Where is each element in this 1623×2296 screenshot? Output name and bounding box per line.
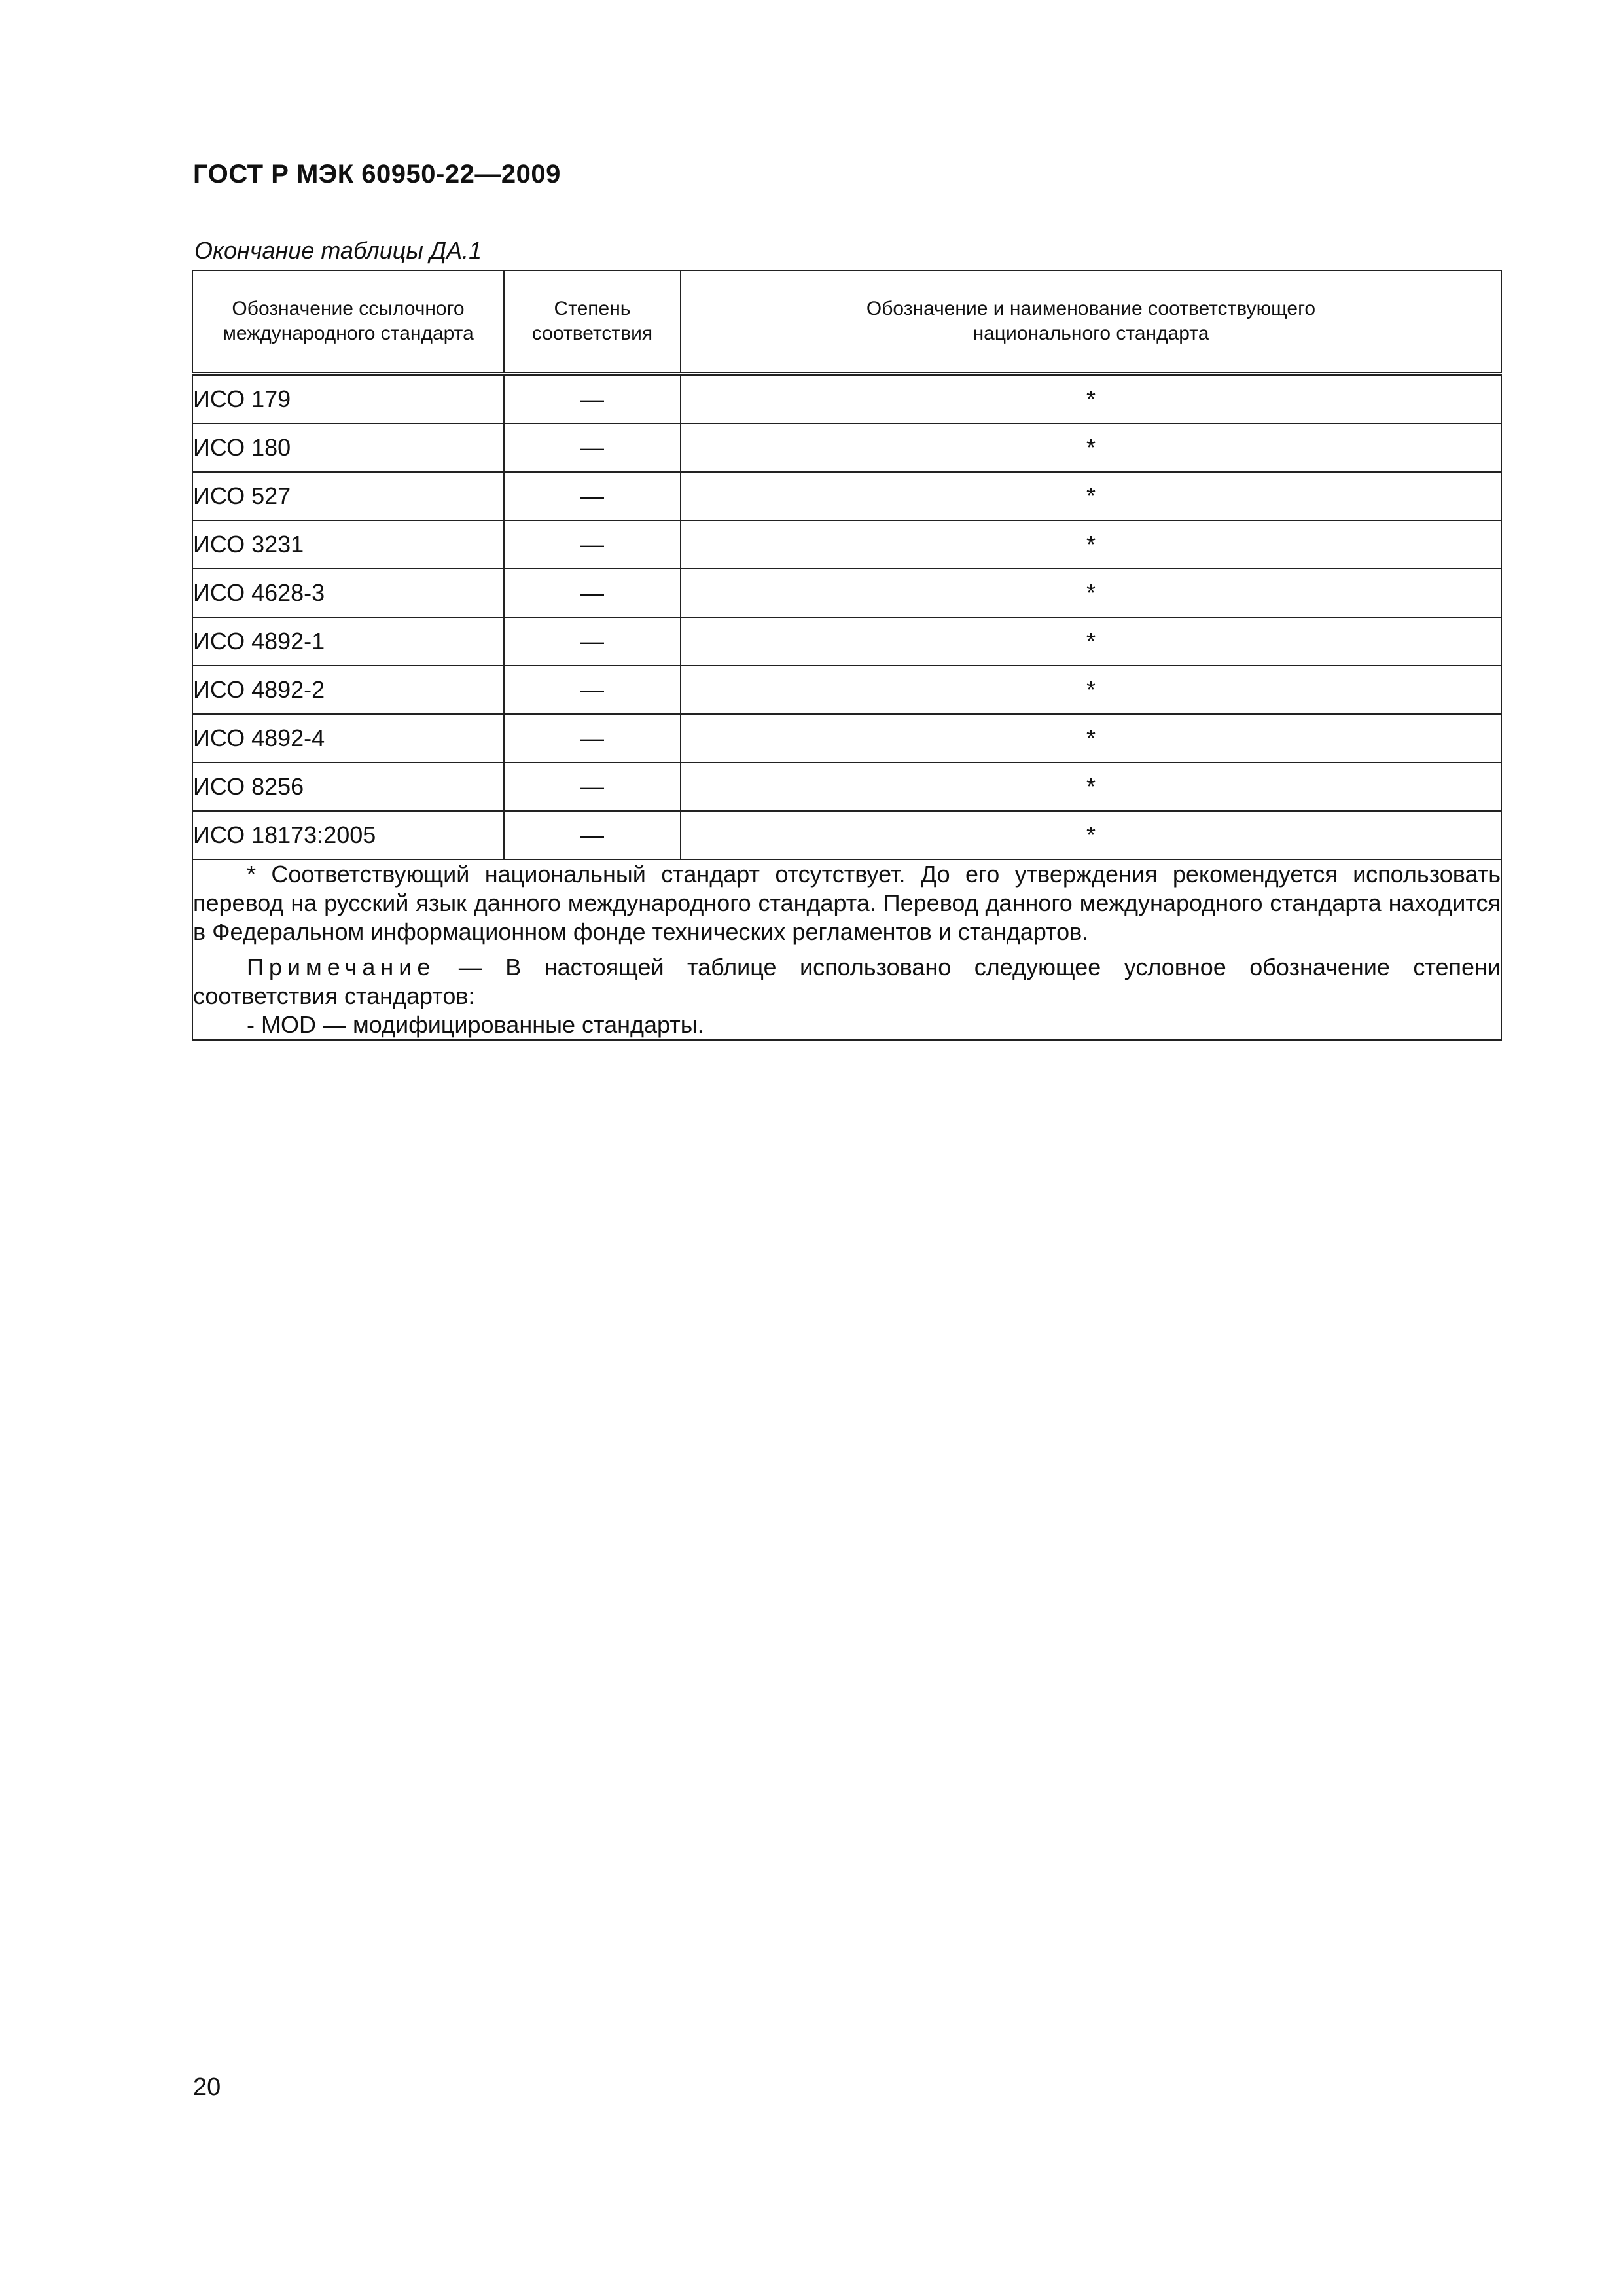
degree-cell: — <box>504 423 681 472</box>
column-header-reference <box>192 270 504 374</box>
table-row <box>192 520 1501 569</box>
national-standard-cell: * <box>681 714 1501 762</box>
column-header-degree-line1: Степень <box>554 298 631 319</box>
table-row <box>192 374 1501 423</box>
column-header-national-line1: Обозначение и наименование соответствующего <box>866 298 1316 319</box>
degree-cell: — <box>504 374 681 423</box>
column-header-degree-line2: соответствия <box>531 323 653 344</box>
notes-row <box>192 859 1501 1040</box>
degree-cell: — <box>504 811 681 859</box>
national-standard-cell: * <box>681 617 1501 666</box>
table-row <box>192 714 1501 762</box>
column-header-national <box>681 270 1501 374</box>
reference-standards-table <box>192 270 1502 1041</box>
notes-cell <box>192 859 1501 1040</box>
national-standard-cell: * <box>681 811 1501 859</box>
reference-cell: ИСО 180 <box>192 423 504 472</box>
column-header-reference-line2: международного стандарта <box>223 323 474 344</box>
column-header-national-line2: национального стандарта <box>972 323 1209 344</box>
reference-cell: ИСО 3231 <box>192 520 504 569</box>
reference-cell: ИСО 527 <box>192 472 504 520</box>
note-label: Примечание <box>247 954 436 980</box>
national-standard-cell: * <box>681 374 1501 423</box>
table-row <box>192 666 1501 714</box>
reference-cell: ИСО 18173:2005 <box>192 811 504 859</box>
degree-cell: — <box>504 569 681 617</box>
table-row <box>192 762 1501 811</box>
national-standard-cell: * <box>681 472 1501 520</box>
table-header-row <box>192 270 1501 374</box>
national-standard-cell: * <box>681 423 1501 472</box>
note-paragraph <box>193 953 1501 1011</box>
table-row <box>192 472 1501 520</box>
degree-cell: — <box>504 666 681 714</box>
note-list-item: - MOD — модифицированные стандарты. <box>247 1011 704 1038</box>
national-standard-cell: * <box>681 520 1501 569</box>
degree-cell: — <box>504 472 681 520</box>
reference-cell: ИСО 4892-1 <box>192 617 504 666</box>
table-caption: Окончание таблицы ДА.1 <box>194 237 482 264</box>
reference-cell: ИСО 179 <box>192 374 504 423</box>
footnote-text: * Соответствующий национальный стандарт отсутствует. До его утверждения рекомендуется использовать перевод на русский язык данного международного стандарта. Перевод данного международного стандарта находится в Федеральном информационном фонде технических регламентов и стандартов. <box>193 861 1501 945</box>
table-row <box>192 617 1501 666</box>
degree-cell: — <box>504 762 681 811</box>
reference-cell: ИСО 4892-2 <box>192 666 504 714</box>
degree-cell: — <box>504 617 681 666</box>
reference-cell: ИСО 8256 <box>192 762 504 811</box>
national-standard-cell: * <box>681 569 1501 617</box>
degree-cell: — <box>504 520 681 569</box>
national-standard-cell: * <box>681 666 1501 714</box>
table-row <box>192 569 1501 617</box>
table-row <box>192 811 1501 859</box>
column-header-degree <box>504 270 681 374</box>
document-title: ГОСТ Р МЭК 60950-22—2009 <box>193 160 561 188</box>
note-text: — В настоящей таблице использовано следующее условное обозначение степени соответствия стандартов: <box>193 954 1501 1009</box>
degree-cell: — <box>504 714 681 762</box>
page-number: 20 <box>193 2073 221 2101</box>
reference-cell: ИСО 4892-4 <box>192 714 504 762</box>
table-row <box>192 423 1501 472</box>
column-header-reference-line1: Обозначение ссылочного <box>232 298 465 319</box>
national-standard-cell: * <box>681 762 1501 811</box>
reference-cell: ИСО 4628-3 <box>192 569 504 617</box>
